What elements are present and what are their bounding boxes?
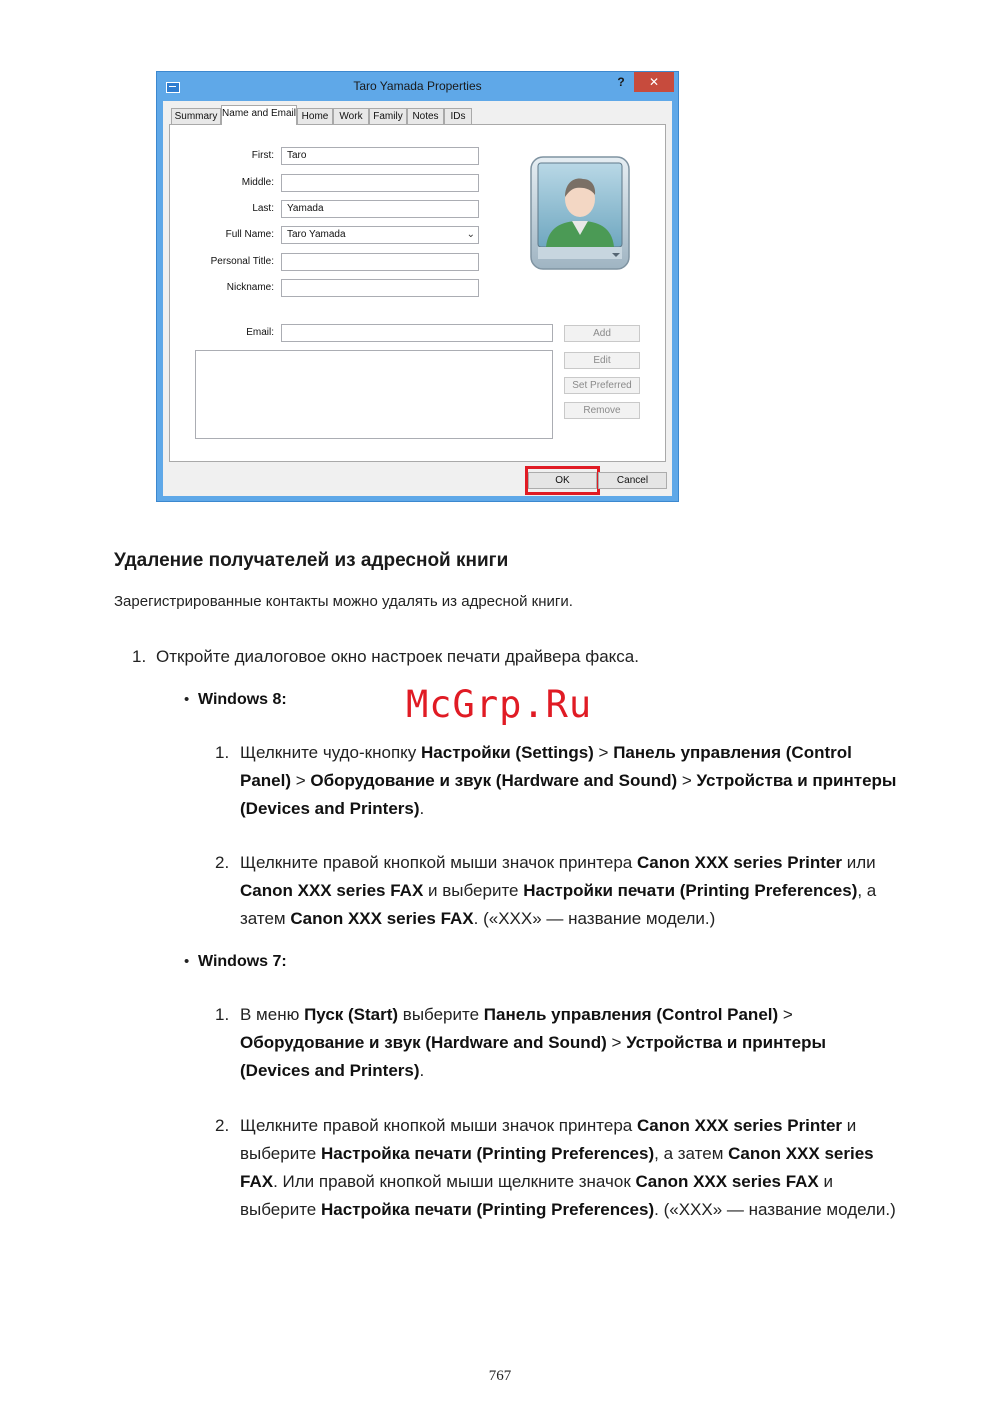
dialog-title: Taro Yamada Properties [353,79,482,93]
win8-step2-number: 2. [215,853,230,872]
full-name-value: Taro Yamada [287,229,346,240]
contact-avatar-icon[interactable] [528,155,632,271]
win7-step1-number: 1. [215,1005,230,1024]
section-intro: Зарегистрированные контакты можно удалять из адресной книги. [114,593,573,610]
windows7-label: Windows 7: [198,953,287,970]
dialog-client-area [163,101,672,496]
middle-name-input[interactable] [281,174,479,192]
full-name-select[interactable] [281,226,479,244]
cancel-button[interactable]: Cancel [598,472,667,489]
tab-home[interactable]: Home [297,108,333,124]
win7-step2-text: Щелкните правой кнопкой мыши значок принтера Canon XXX series Printer и выберите Настройка печати (Printing Preferences), а затем Canon XXX series FAX. Или правой кнопкой мыши щелкните значок Canon XXX series FAX и выберите Настройка печати (Printing Preferences). («XXX» — название модели.) [240,1116,896,1219]
first-name-input[interactable]: Taro [281,147,479,165]
section-heading: Удаление получателей из адресной книги [114,550,509,571]
remove-email-button[interactable]: Remove [564,402,640,419]
set-preferred-button[interactable]: Set Preferred [564,377,640,394]
page-number: 767 [488,1368,512,1384]
win7-step2-number: 2. [215,1116,230,1135]
close-button[interactable]: ✕ [634,72,674,92]
last-name-input[interactable]: Yamada [281,200,479,218]
name-and-email-panel [169,124,666,462]
tab-summary[interactable]: Summary [171,108,221,124]
email-input[interactable] [281,324,553,342]
email-list[interactable] [195,350,553,439]
chevron-down-icon: ⌄ [466,229,475,240]
tab-ids[interactable]: IDs [444,108,472,124]
windows8-bullet: • [184,691,190,708]
add-email-button[interactable]: Add [564,325,640,342]
last-label: Last: [252,203,274,214]
nickname-input[interactable] [281,279,479,297]
tab-notes[interactable]: Notes [407,108,444,124]
step-1-text: Откройте диалоговое окно настроек печати драйвера факса. [156,647,639,666]
middle-label: Middle: [241,177,274,188]
email-label: Email: [246,327,274,338]
win8-step2-text: Щелкните правой кнопкой мыши значок принтера Canon XXX series Printer или Canon XXX series FAX и выберите Настройки печати (Printing Preferences), а затем Canon XXX series FAX. («XXX» — название модели.) [240,853,877,928]
watermark: McGrp.Ru [406,683,593,726]
win8-step1-number: 1. [215,743,230,762]
tab-name-and-email[interactable]: Name and Email [221,105,297,125]
windows7-bullet: • [184,953,190,970]
windows8-label: Windows 8: [198,691,287,708]
properties-dialog [156,71,679,502]
nickname-label: Nickname: [226,282,274,293]
personal-title-label: Personal Title: [210,256,274,267]
tab-work[interactable]: Work [333,108,369,124]
full-name-label: Full Name: [225,229,274,240]
step-1-number: 1. [132,647,147,666]
edit-email-button[interactable]: Edit [564,352,640,369]
first-label: First: [251,150,274,161]
ok-button[interactable]: OK [528,472,597,489]
win8-step1-text: Щелкните чудо-кнопку Настройки (Settings) > Панель управления (Control Panel) > Оборудование и звук (Hardware and Sound) > Устройства и принтеры (Devices and Printers). [240,743,897,818]
tab-family[interactable]: Family [369,108,407,124]
personal-title-input[interactable] [281,253,479,271]
win7-step1-text: В меню Пуск (Start) выберите Панель управления (Control Panel) > Оборудование и звук (Hardware and Sound) > Устройства и принтеры (Devices and Printers). [240,1005,827,1080]
help-button[interactable]: ? [617,75,625,89]
